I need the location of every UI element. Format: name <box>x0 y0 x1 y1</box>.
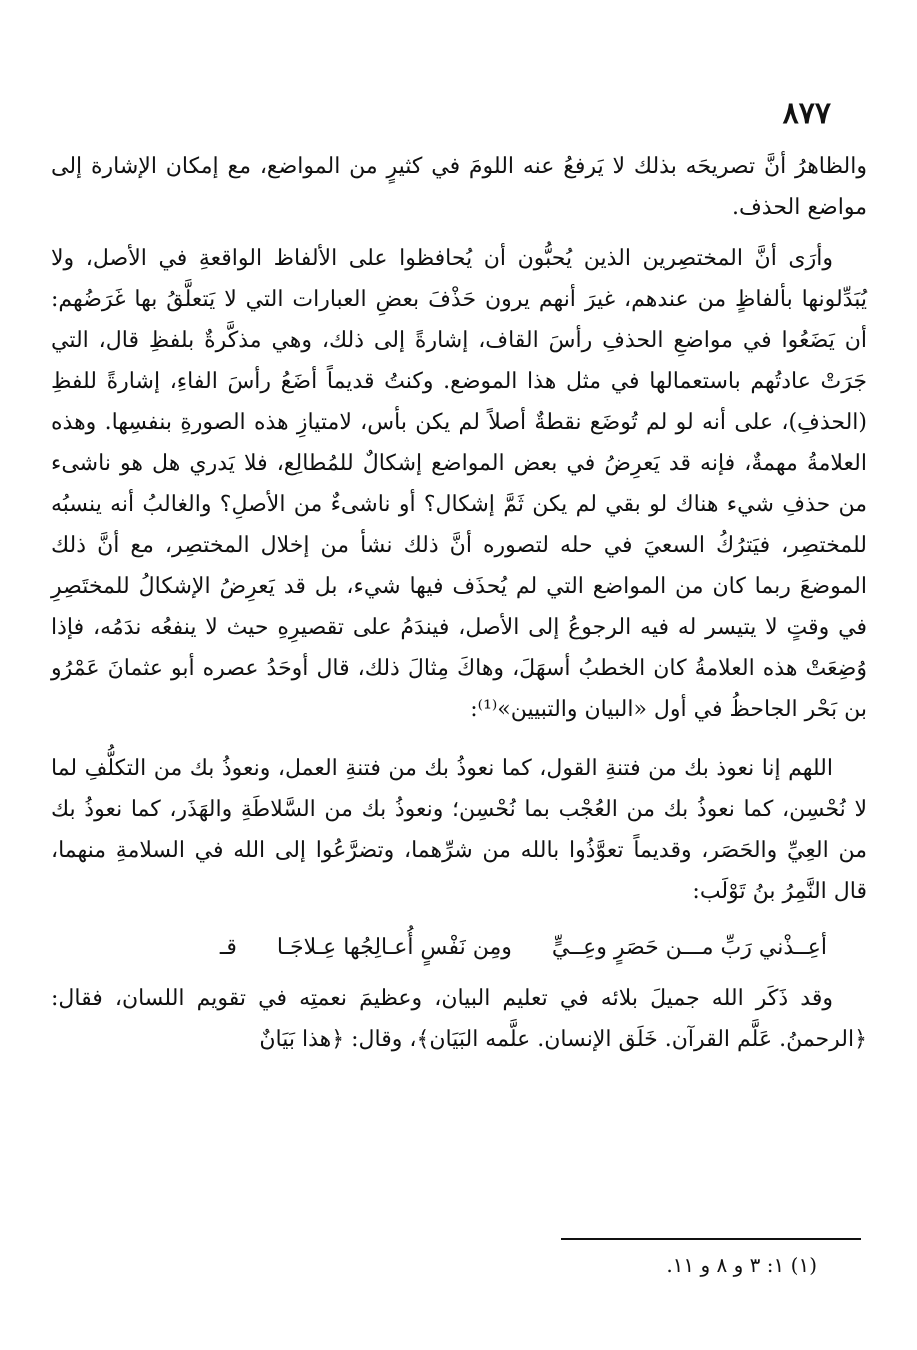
paragraph-3: اللهم إنا نعوذ بك من فتنةِ القول، كما نعوذُ بك من فتنةِ العمل، ونعوذُ بك من التكلُّفِ لما لا نُحْسِن، كما نعوذُ بك من العُجْب بما نُحْسِن؛ ونعوذُ بك من السَّلاطَةِ والهَذَر، كما نعوذُ بك من العِيِّ والحَصَر، وقديماً تعوَّذُوا بالله من شرِّهما، وتضرَّعُوا إلى الله في السلامةِ منهما، قال النَّمِرُ بنُ تَوْلَب: <box>51 756 867 904</box>
verse-marker: قـ <box>219 935 237 960</box>
footnote: (١) ١: ٣ و ٨ و ١١. <box>666 1253 817 1277</box>
paragraph-4: وقد ذَكَر الله جميلَ بلائه في تعليم البيان، وعظيمَ نعمتِه في تقويم اللسان، فقال: ﴿الرحمنُ. عَلَّم القرآن. خَلَق الإنسان. علَّمه البَيَان﴾، وقال: ﴿هذا بَيَانٌ <box>51 986 867 1052</box>
verse-first-hemistich: أعِــذْني رَبِّ مـــن حَصَرٍ وعِــيٍّ <box>551 935 827 960</box>
footnote-rule <box>561 1238 861 1240</box>
verse-line <box>51 926 867 970</box>
main-text <box>51 146 867 1060</box>
paragraph-2: وأرَى أنَّ المختصِرين الذين يُحبُّون أن يُحافظوا على الألفاظ الواقعةِ في الأصل، ولا يُبَدِّلونها بألفاظٍ من عندهم، غيرَ أنهم يرون حَذْفَ بعضِ العبارات التي لا يَتعلَّقُ بها غَرَضُهم: أن يَضَعُوا في مواضعِ الحذفِ رأسَ القاف، إشارةً إلى ذلك، وهي مذكَّرةٌ بلفظِ قال، التي جَرَتْ عادتُهم باستعمالها في مثل هذا الموضع. وكنتُ قديماً أضَعُ رأسَ الفاءِ، إشارةً للفظِ (الحذفِ)، على أنه لو لم تُوضَع نقطةٌ أصلاً لم يكن بأس، لامتيازِ هذه الصورةِ بنفسِها. وهذه العلامةُ مهمةٌ، فإنه قد يَعرِضُ في بعض المواضع إشكالٌ للمُطالِع، فلا يَدري هل هو ناشىء من حذفِ شيء هناك لو بقي لم يكن ثَمَّ إشكال؟ أو ناشىءٌ من الأصلِ؟ والغالبُ أنه ينسبُه للمختصِر، فيَترُكُ السعيَ في حله لتصوره أنَّ ذلك نشأ من إخلال المختصِر، مع أنَّ ذلك الموضعَ ربما كان من المواضع التي لم يُحذَف فيها شيء، بل قد يَعرِضُ الإشكالُ للمختَصِرِ في وقتٍ لا يتيسر له فيه الرجوعُ إلى الأصل، فيندَمُ على تقصيرِهِ حيث لا ينفعُه ندَمُه، فإذا وُضِعَتْ هذه العلامةُ كان الخطبُ أسهَلَ، وهاكَ مِثالَ ذلك، قال أوحَدُ عصره أبو عثمانَ عَمْرُو بن بَحْر الجاحظُ في أول «البيان والتبيين»⁽¹⁾: <box>51 246 867 722</box>
page-number: ٨٧٧ <box>782 96 831 131</box>
verse-second-hemistich: ومِن نَفْسٍ أُعـالِجُها عِـلاجَـا <box>276 935 512 960</box>
paragraph-1: والظاهرُ أنَّ تصريحَه بذلك لا يَرفعُ عنه اللومَ في كثيرٍ من المواضع، مع إمكان الإشارة إلى مواضع الحذف. <box>51 154 867 220</box>
